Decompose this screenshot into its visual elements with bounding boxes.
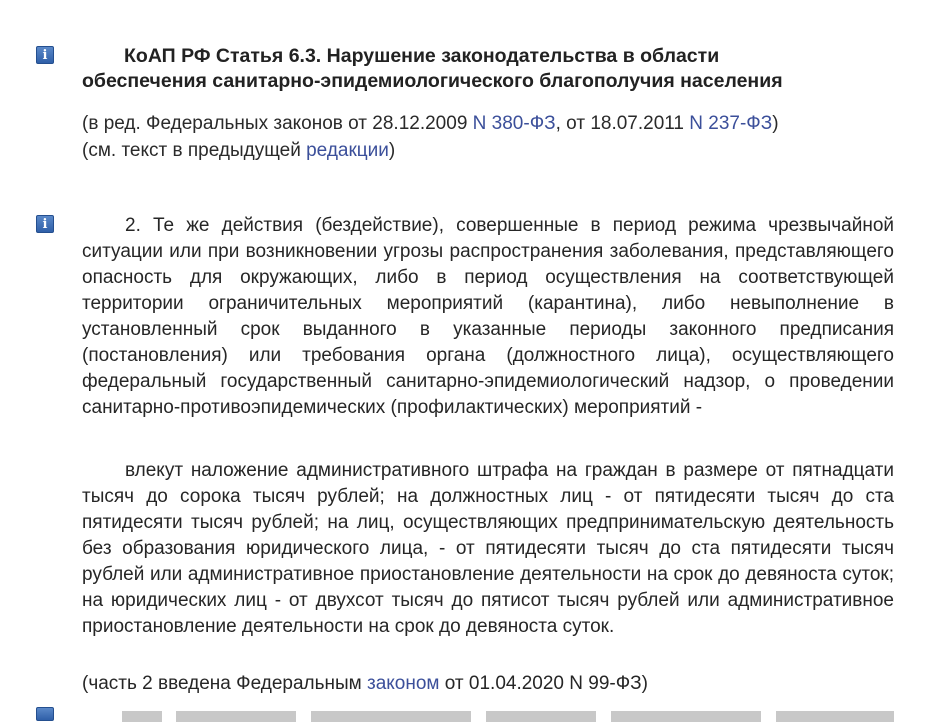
info-icon[interactable]: i (36, 46, 54, 64)
article-title (82, 44, 894, 94)
cut-off-next-line (36, 711, 896, 722)
law-link-380[interactable]: N 380-ФЗ (472, 113, 556, 134)
previous-edition-link[interactable]: редакции (306, 140, 389, 161)
part2-text: 2. Те же действия (бездействие), совершенные в период режима чрезвычайной ситуации или при возникновении угрозы распространения заболевания, представляющего опасность для окружающих, либо в период осуществления на соответствующей территории ограничительных мероприятий (карантина), либо невыполнение в установленный срок выданного в указанные периоды законного предписания (постановления) или требования органа (должностного лица), осуществляющего федеральный государственный санитарно-эпидемиологический надзор, о проведении санитарно-противоэпидемических (профилактических) мероприятий - (82, 215, 894, 418)
part2-penalty: влекут наложение административного штрафа на граждан в размере от пятнадцати тысяч до сорока тысяч рублей; на должностных лиц - от пятидесяти тысяч до ста пятидесяти тысяч рублей; на лиц, осуществляющих предпринимательскую деятельность без образования юридического лица, - от пятидесяти тысяч до ста пятидесяти тысяч рублей или административное приостановление деятельности на срок до девяноста суток; на юридических лиц - от двухсот тысяч до пятисот тысяч рублей или административное приостановление деятельности на срок до девяноста суток. (82, 460, 894, 637)
part2-note: (часть 2 введена Федеральным законом от 01.04.2020 N 99-ФЗ) (82, 673, 648, 694)
edition-line: (в ред. Федеральных законов от 28.12.2009 N 380-ФЗ, от 18.07.2011 N 237-ФЗ) (82, 113, 779, 134)
edition-info (82, 110, 894, 164)
law-link-237[interactable]: N 237-ФЗ (689, 113, 773, 134)
law-link-99[interactable]: законом (367, 673, 440, 694)
article-title-line1: КоАП РФ Статья 6.3. Нарушение законодательства в области (124, 45, 720, 67)
article-title-line2: обеспечения санитарно-эпидемиологического благополучия населения (82, 70, 783, 92)
previous-edition-line: (см. текст в предыдущей редакции) (82, 140, 396, 161)
info-icon[interactable]: i (36, 215, 54, 233)
